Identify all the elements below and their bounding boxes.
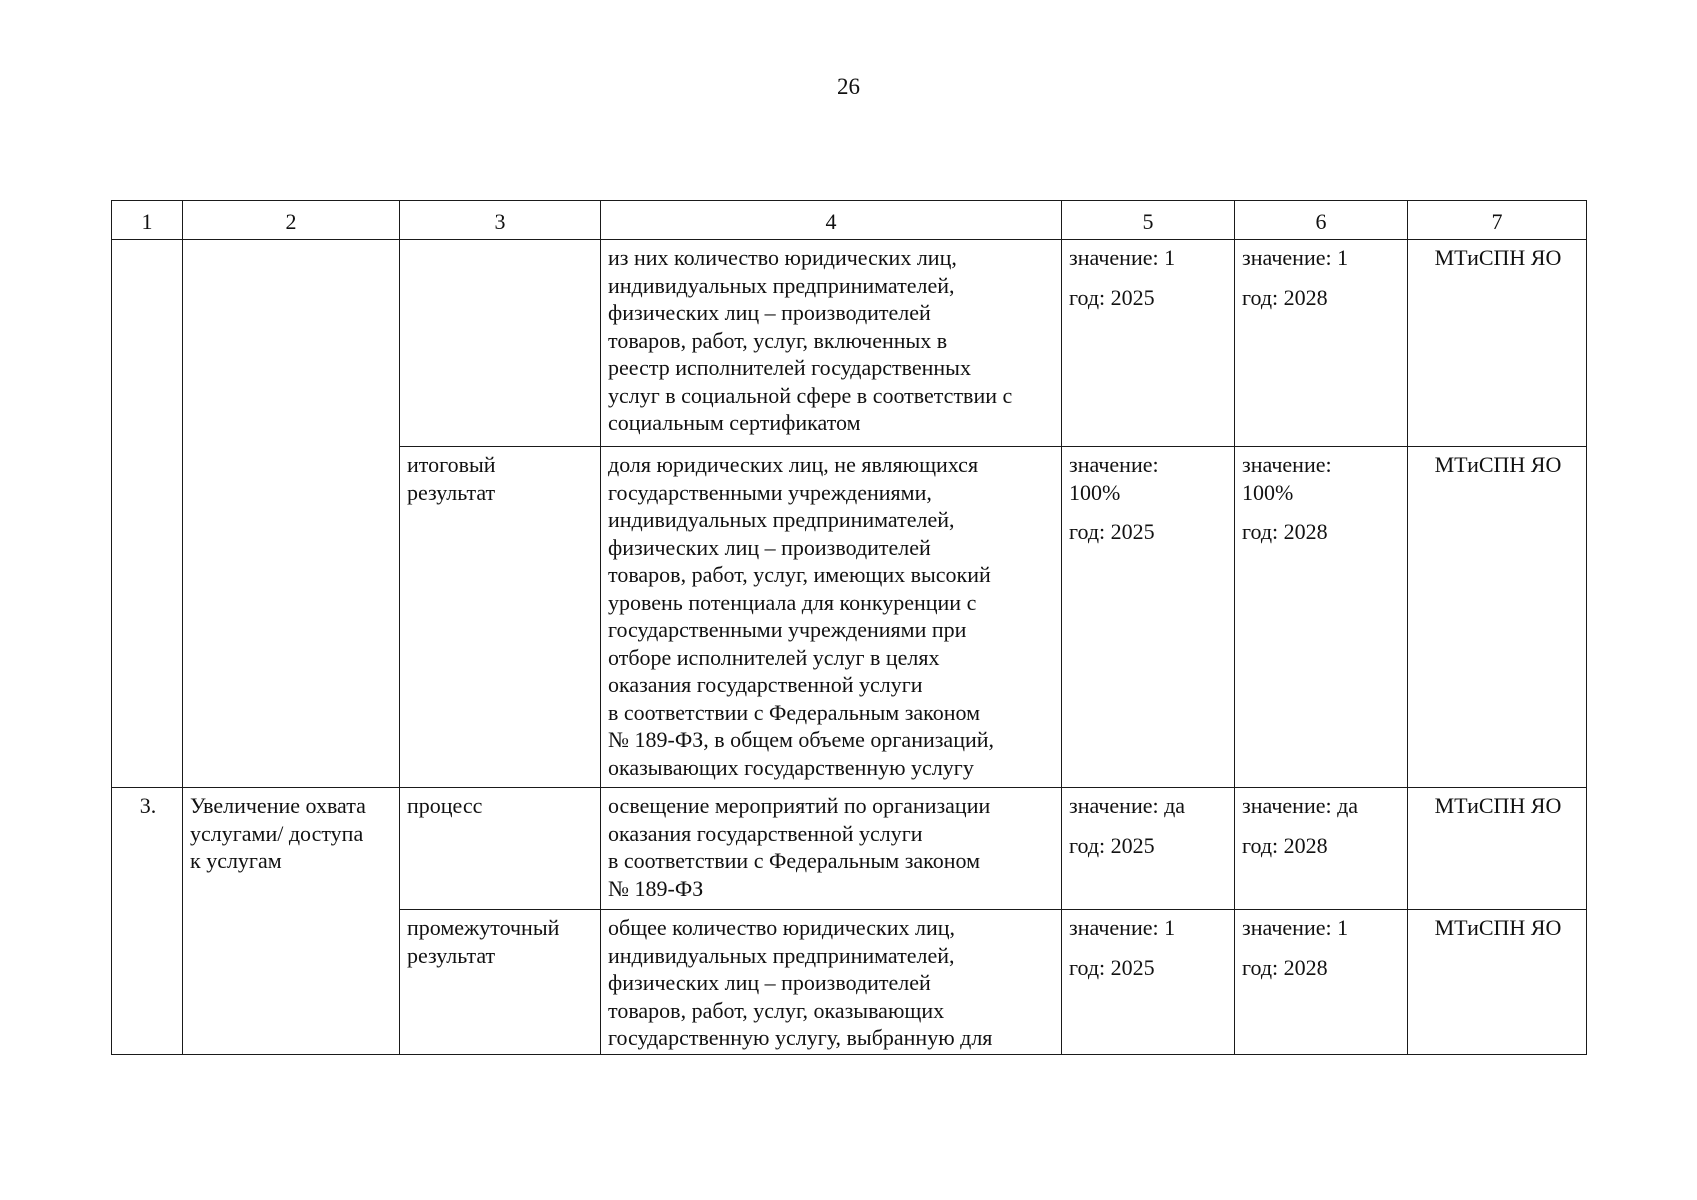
responsible-cell: МТиСПН ЯО [1408,910,1587,1055]
indicator-type-line: процесс [407,793,483,818]
target-value: значение: [1242,452,1332,477]
column-number: 7 [1408,201,1587,240]
indicator-type-cell [400,447,601,788]
target-value-cell [1235,447,1408,788]
indicator-text-line: государственными учреждениями при [608,617,967,642]
target-value-cell [1235,240,1408,447]
indicators-table [111,200,1587,1055]
indicator-text-line: физических лиц – производителей [608,970,931,995]
row-number-cell: 3. [112,788,183,1055]
indicator-text-line: общее количество юридических лиц, [608,915,955,940]
indicator-text-line: № 189-ФЗ [608,875,704,901]
row-number-cell [112,240,183,788]
indicator-text-line: индивидуальных предпринимателей, [608,942,955,968]
base-value: значение: 1 [1069,915,1176,940]
indicator-text-line: оказания государственной услуги [608,820,923,846]
target-year: год: 2028 [1242,284,1328,310]
task-cell [183,788,400,1055]
indicator-type-cell [400,910,601,1055]
base-value-cell [1062,910,1235,1055]
indicator-cell [601,788,1062,910]
base-year: год: 2025 [1069,284,1155,310]
indicator-type-line: промежуточный [407,915,560,940]
target-value: значение: 1 [1242,915,1349,940]
task-cell [183,240,400,788]
task-text-line: услугами/ доступа [190,820,364,846]
indicator-text-line: № 189-ФЗ, в общем объеме организаций, [608,727,995,752]
indicator-text-line: товаров, работ, услуг, включенных в [608,327,948,353]
indicator-text-line: физических лиц – производителей [608,300,931,325]
target-year: год: 2028 [1242,954,1328,980]
page-number: 26 [837,74,860,99]
indicator-text-line: социальным сертификатом [608,410,861,435]
base-value-cell [1062,447,1235,788]
column-number: 5 [1062,201,1235,240]
target-value-cell [1235,788,1408,910]
column-number: 3 [400,201,601,240]
base-year: год: 2025 [1069,954,1155,980]
indicator-text-line: в соответствии с Федеральным законом [608,848,981,873]
indicator-type-line: результат [407,479,496,505]
indicator-text-line: индивидуальных предпринимателей, [608,272,955,298]
indicator-type-line: результат [407,942,496,968]
base-value-cell [1062,788,1235,910]
indicator-text-line: государственную услугу, выбранную для [608,1025,993,1050]
indicator-text-line: индивидуальных предпринимателей, [608,507,955,532]
indicator-text-line: освещение мероприятий по организации [608,793,991,818]
column-number: 2 [183,201,400,240]
base-value: 100% [1069,479,1121,505]
base-value: значение: 1 [1069,245,1176,270]
indicator-text-line: из них количество юридических лиц, [608,245,957,270]
responsible-cell: МТиСПН ЯО [1408,447,1587,788]
indicator-text-line: государственными учреждениями, [608,479,932,505]
base-year: год: 2025 [1069,832,1155,858]
column-number-row [112,201,1587,240]
indicator-type-line: итоговый [407,452,496,477]
indicator-text-line: оказания государственной услуги [608,672,923,697]
task-text-line: к услугам [190,848,282,873]
target-year: год: 2028 [1242,519,1328,544]
indicator-text-line: физических лиц – производителей [608,534,931,560]
indicator-text-line: товаров, работ, услуг, оказывающих [608,997,945,1023]
indicator-cell [601,240,1062,447]
indicator-cell [601,447,1062,788]
indicator-text-line: товаров, работ, услуг, имеющих высокий [608,562,991,587]
target-value-cell [1235,910,1408,1055]
indicator-type-cell [400,788,601,910]
target-year: год: 2028 [1242,832,1328,858]
column-number: 6 [1235,201,1408,240]
column-number: 4 [601,201,1062,240]
indicator-text-line: реестр исполнителей государственных [608,355,971,380]
indicator-text-line: услуг в социальной сфере в соответствии с [608,382,1013,408]
indicator-cell [601,910,1062,1055]
indicator-text-line: уровень потенциала для конкуренции с [608,589,977,615]
target-value: значение: 1 [1242,245,1349,270]
base-year: год: 2025 [1069,519,1155,544]
table-row [112,788,1587,910]
indicator-text-line: оказывающих государственную услугу [608,754,974,780]
base-value: значение: [1069,452,1159,477]
base-value: значение: да [1069,793,1186,818]
indicator-text-line: отборе исполнителей услуг в целях [608,644,940,670]
responsible-cell: МТиСПН ЯО [1408,240,1587,447]
target-value: значение: да [1242,793,1359,818]
responsible-cell: МТиСПН ЯО [1408,788,1587,910]
column-number: 1 [112,201,183,240]
target-value: 100% [1242,479,1294,505]
base-value-cell [1062,240,1235,447]
indicator-text-line: доля юридических лиц, не являющихся [608,452,979,477]
indicator-text-line: в соответствии с Федеральным законом [608,699,981,725]
task-text-line: Увеличение охвата [190,793,366,818]
table-row [112,240,1587,447]
indicator-type-cell [400,240,601,447]
